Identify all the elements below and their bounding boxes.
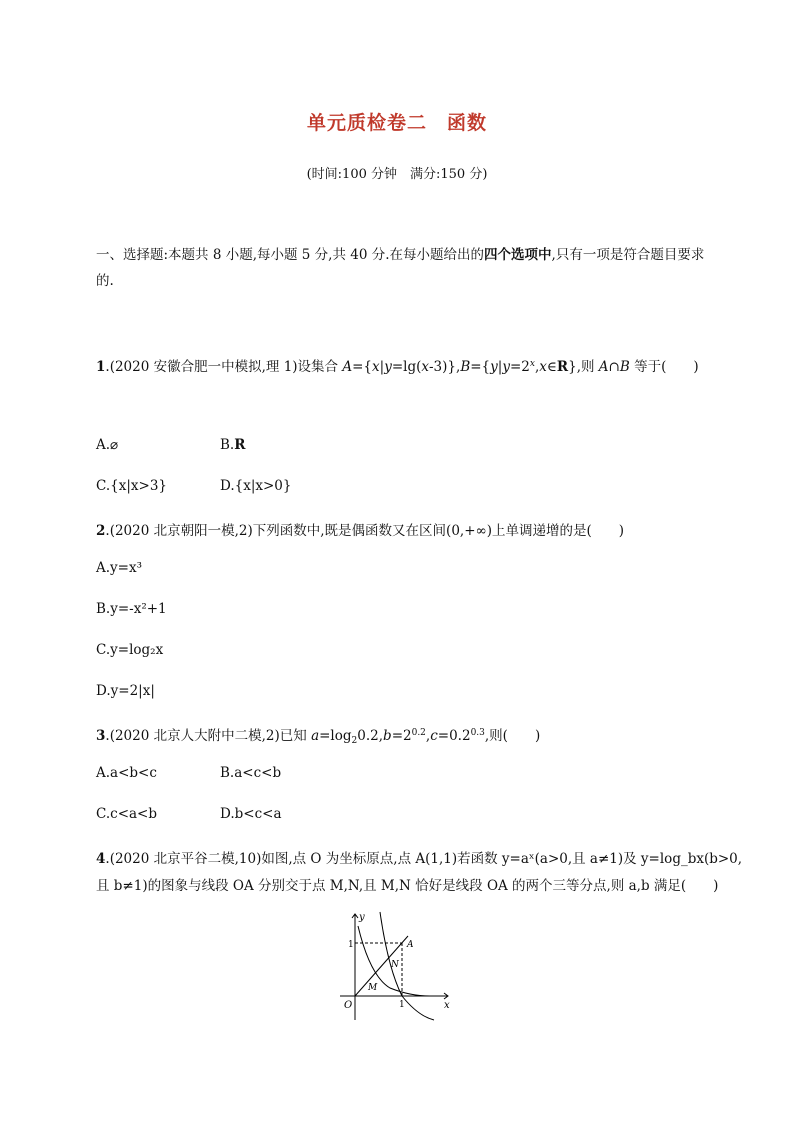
question-2-option-b: B.y=-x²+1 xyxy=(96,601,167,617)
question-2-option-c: C.y=log₂x xyxy=(96,642,164,658)
label-point-n: N xyxy=(391,960,399,970)
question-3-option-a: A.a<b<c xyxy=(96,765,157,781)
question-1-option-c: C.{x|x>3} xyxy=(96,478,167,494)
question-4-stem-line2: 且 b≠1)的图象与线段 OA 分别交于点 M,N,且 M,N 恰好是线段 OA 的两个三等分点,则 a,b 满足( ) xyxy=(96,878,719,894)
question-4-stem-line1: 4.(2020 北京平谷二模,10)如图,点 O 为坐标原点,点 A(1,1)若函数 y=aˣ(a>0,且 a≠1)及 y=log_bx(b>0, xyxy=(96,851,743,867)
label-point-a: A xyxy=(407,940,414,950)
logarithmic-curve xyxy=(380,912,434,1020)
label-origin: O xyxy=(344,1000,353,1011)
label-x-one: 1 xyxy=(399,1000,405,1010)
question-1-option-a: A.⌀ xyxy=(96,437,119,453)
question-3-stem: 3.(2020 北京人大附中二模,2)已知 $a=\log_20.2,b=2^{0.2},c=0.2^{0.3}$,则( ) xyxy=(96,728,541,746)
question-2-option-d: D.y=2|x| xyxy=(96,683,155,699)
question-2-option-a: A.y=x³ xyxy=(96,560,143,576)
label-point-m: M xyxy=(368,983,378,993)
question-3-option-b: B.a<c<b xyxy=(220,765,282,781)
function-graph-figure xyxy=(330,908,460,1023)
question-1-option-d: D.{x|x>0} xyxy=(220,478,292,494)
page-title: 单元质检卷二 函数 xyxy=(306,112,487,134)
label-y-one: 1 xyxy=(348,940,354,950)
question-3-option-d: D.b<c<a xyxy=(220,806,282,822)
section-instructions: 一、选择题:本题共 8 小题,每小题 5 分,共 40 分.在每小题给出的四个选项中,只有一项是符合题目要求的. xyxy=(96,247,705,289)
exam-time-info: (时间:100 分钟 满分:150 分) xyxy=(306,167,488,182)
question-1-option-b: B.R xyxy=(220,437,246,453)
label-y: y xyxy=(359,912,365,923)
question-3-option-c: C.c<a<b xyxy=(96,806,158,822)
question-1-stem: 1.(2020 安徽合肥一中模拟,理 1)设集合 $A=\{x|y=\lg(x-3)\},B=\{y|y=2^x,x\in R\}$,则 A∩B 等于( ) xyxy=(96,359,699,375)
question-2-stem: 2.(2020 北京朝阳一模,2)下列函数中,既是偶函数又在区间(0,+∞)上单调递增的是( ) xyxy=(96,523,625,539)
label-x: x xyxy=(444,1000,450,1011)
